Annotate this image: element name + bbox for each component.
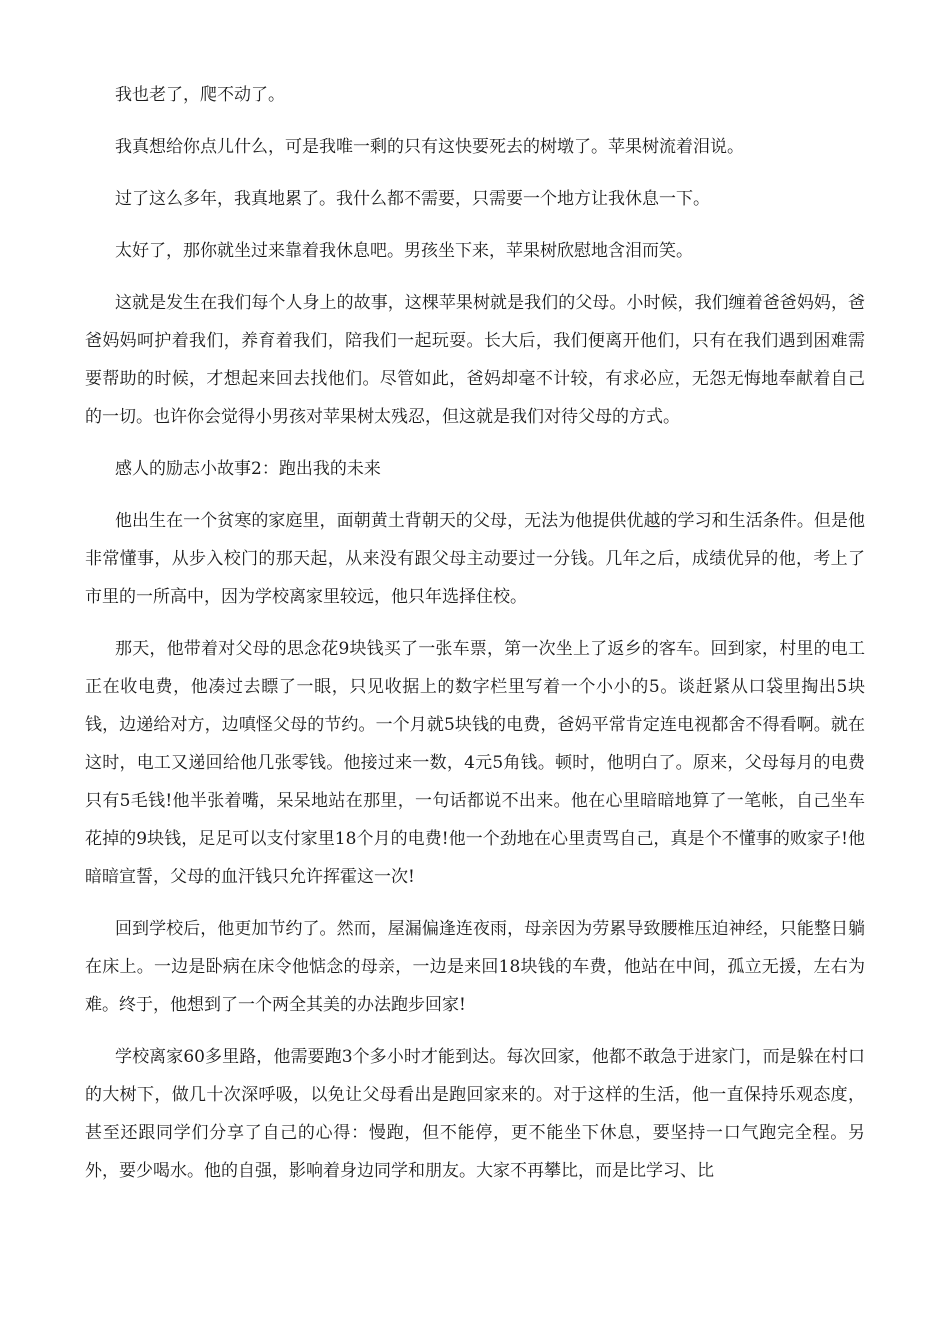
story-heading: 感人的励志小故事2：跑出我的未来 [115, 459, 381, 479]
paragraph: 那天，他带着对父母的思念花9块钱买了一张车票，第一次坐上了返乡的客车。回到家，村里的电工正在收电费，他凑过去瞟了一眼，只见收据上的数字栏里写着一个小小的5。谈赶紧从口袋里掏出5块钱，边递给对方，边嗔怪父母的节约。一个月就5块钱的电费，爸妈平常肯定连电视都舍不得看啊。就在这时，电工又递回给他几张零钱。他接过来一数，4元5角钱。顿时，他明白了。原来，父母每月的电费只有5毛钱!他半张着嘴，呆呆地站在那里，一句话都说不出来。他在心里暗暗地算了一笔帐，自己坐车花掉的9块钱，足足可以支付家里18个月的电费!他一个劲地在心里责骂自己，真是个不懂事的败家子!他暗暗宣誓，父母的血汗钱只允许挥霍这一次! [85, 639, 865, 887]
paragraph: 这就是发生在我们每个人身上的故事，这棵苹果树就是我们的父母。小时候，我们缠着爸爸妈妈，爸爸妈妈呵护着我们，养育着我们，陪我们一起玩耍。长大后，我们便离开他们，只有在我们遇到困难需要帮助的时候，才想起来回去找他们。尽管如此，爸妈却毫不计较，有求必应，无怨无悔地奉献着自己的一切。也许你会觉得小男孩对苹果树太残忍，但这就是我们对待父母的方式。 [85, 293, 865, 427]
paragraph: 过了这么多年，我真地累了。我什么都不需要，只需要一个地方让我休息一下。 [115, 189, 710, 209]
paragraph: 他出生在一个贫寒的家庭里，面朝黄土背朝天的父母，无法为他提供优越的学习和生活条件。但是他非常懂事，从步入校门的那天起，从来没有跟父母主动要过一分钱。几年之后，成绩优异的他，考上了市里的一所高中，因为学校离家里较远，他只年选择住校。 [85, 511, 865, 607]
paragraph: 我也老了，爬不动了。 [115, 85, 285, 105]
paragraph: 回到学校后，他更加节约了。然而，屋漏偏逢连夜雨，母亲因为劳累导致腰椎压迫神经，只能整日躺在床上。一边是卧病在床令他惦念的母亲，一边是来回18块钱的车费，他站在中间，孤立无援，左右为难。终于，他想到了一个两全其美的办法跑步回家! [85, 919, 865, 1015]
paragraph: 我真想给你点儿什么，可是我唯一剩的只有这快要死去的树墩了。苹果树流着泪说。 [115, 137, 744, 157]
document-body [85, 76, 865, 1204]
paragraph: 太好了，那你就坐过来靠着我休息吧。男孩坐下来，苹果树欣慰地含泪而笑。 [115, 241, 693, 261]
paragraph: 学校离家60多里路，他需要跑3个多小时才能到达。每次回家，他都不敢急于进家门，而是躲在村口的大树下，做几十次深呼吸，以免让父母看出是跑回家来的。对于这样的生活，他一直保持乐观态度，甚至还跟同学们分享了自己的心得：慢跑，但不能停，更不能坐下休息，要坚持一口气跑完全程。另外，要少喝水。他的自强，影响着身边同学和朋友。大家不再攀比，而是比学习、比 [85, 1047, 865, 1181]
